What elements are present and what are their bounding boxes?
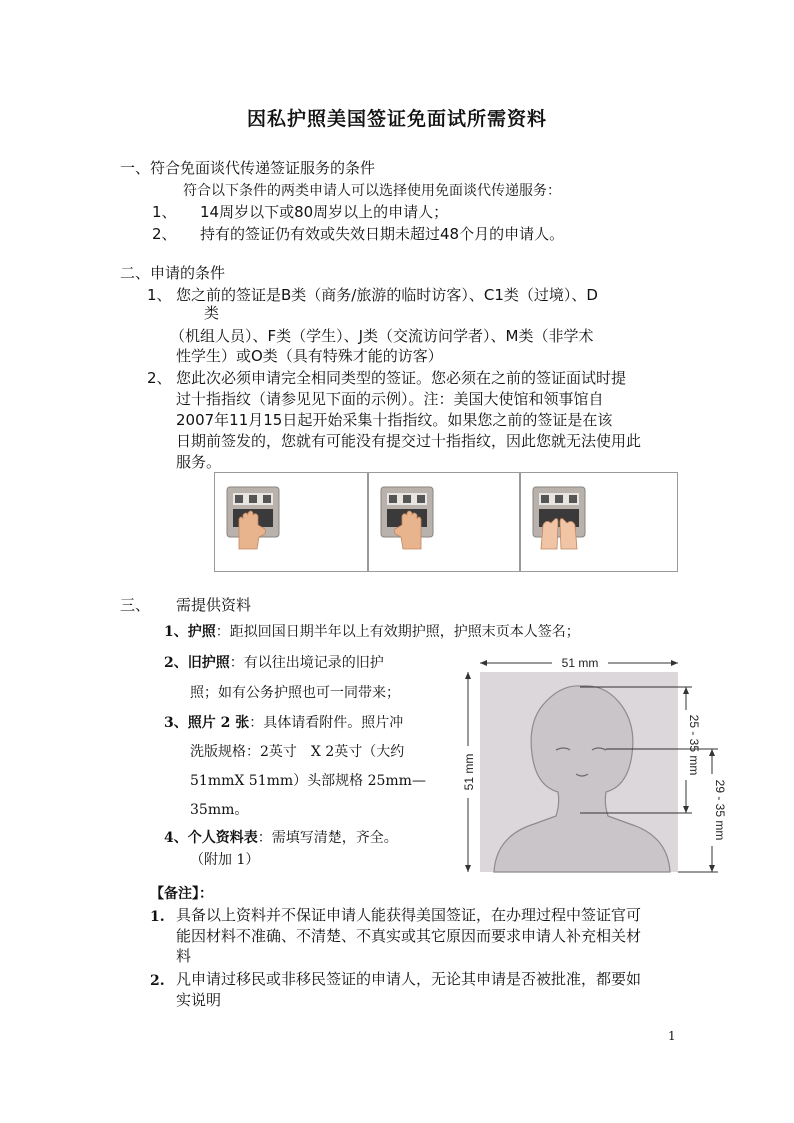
note-2-line-1: 凡申请过移民或非移民签证的申请人，无论其申请是否被批准，都要如 xyxy=(176,970,642,988)
note-1-line-3: 料 xyxy=(176,947,192,965)
section1-item-2-num: 2、 xyxy=(152,225,177,243)
section1-intro: 符合以下条件的两类申请人可以选择使用免面谈代传递服务： xyxy=(183,183,561,199)
section2-item-1-line-4: 性学生）或O类（具有特殊才能的访客） xyxy=(176,347,443,365)
item-label: 4、个人资料表 xyxy=(164,830,258,846)
eye-label: 29 - 35 mm xyxy=(713,779,727,841)
section2-item-2-line-1: 您此次必须申请完全相同类型的签证。您必须在之前的签证面试时提 xyxy=(176,369,627,387)
section3-item-personal-form xyxy=(164,828,398,848)
section2-item-2-line-3: 2007年11月15日起开始采集十指指纹。如果您之前的签证是在该 xyxy=(176,411,613,429)
note-1-num: 1. xyxy=(150,909,165,925)
document-title: 因私护照美国签证免面试所需资料 xyxy=(246,108,547,130)
fingerprint-cell-3 xyxy=(520,472,678,572)
section2-item-1-line-1: 您之前的签证是B类（商务/旅游的临时访客）、C1类（过境）、D xyxy=(176,286,598,304)
section2-item-1-line-3: （机组人员）、F类（学生）、J类（交流访问学者）、M类（非学术 xyxy=(170,327,594,345)
notes-heading: 【备注】： xyxy=(150,886,213,902)
head-label: 25 - 35 mm xyxy=(687,714,701,776)
section3-item-old-passport xyxy=(164,653,384,673)
width-label: 51 mm xyxy=(561,656,599,670)
section3-item-photos-line-3: 51mmX 51mm）头部规格 25mm— xyxy=(190,773,426,789)
item-text: ：距拟回国日期半年以上有效期护照，护照末页本人签名； xyxy=(215,624,580,640)
item-text: ：具体请看附件。照片冲 xyxy=(249,715,404,731)
section3-heading: 需提供资料 xyxy=(176,596,252,614)
item-label: 3、照片 2 张 xyxy=(164,715,250,731)
section2-item-1-num: 1、 xyxy=(147,286,172,304)
section1-item-2-text: 持有的签证仍有效或失效日期未超过48个月的申请人。 xyxy=(200,225,565,243)
item-label: 2、旧护照 xyxy=(164,655,230,671)
section3-item-photos-line-4: 35mm。 xyxy=(190,802,249,818)
section2-heading: 二、申请的条件 xyxy=(120,264,226,282)
width-arrow-left xyxy=(480,660,487,666)
item-text: ：需填写清楚，齐全。 xyxy=(257,830,398,846)
note-2-line-2: 实说明 xyxy=(176,991,222,1009)
section1-item-1-text: 14周岁以下或80周岁以上的申请人； xyxy=(200,203,449,221)
section1-item-1-num: 1、 xyxy=(152,203,177,221)
fingerprint-cell-2 xyxy=(368,472,520,572)
section3-item-personal-form-line-2: （附加 1） xyxy=(190,852,260,868)
section3-item-photos-line-2: 洗版规格：2英寸 X 2英寸（大约 xyxy=(190,744,405,760)
fingerprint-scanner-right-hand-image xyxy=(375,485,439,549)
item-label: 1、护照 xyxy=(164,624,216,640)
section1-heading: 一、符合免面谈代传递签证服务的条件 xyxy=(120,159,376,177)
section2-item-2-line-5: 服务。 xyxy=(176,453,222,471)
photo-spec-diagram xyxy=(456,654,727,886)
note-2-num: 2. xyxy=(150,973,165,989)
fingerprint-scanner-left-hand-image xyxy=(221,485,285,549)
section2-item-2-line-4: 日期前签发的，您就有可能没有提交过十指指纹，因此您就无法使用此 xyxy=(176,432,642,450)
item-text: ：有以往出境记录的旧护 xyxy=(229,655,384,671)
page-number: 1 xyxy=(668,1029,676,1043)
section3-item-photos xyxy=(164,713,403,733)
section3-item-passport xyxy=(164,622,580,642)
note-1-line-1: 具备以上资料并不保证申请人能获得美国签证，在办理过程中签证官可 xyxy=(176,906,642,924)
section2-item-2-num: 2、 xyxy=(147,369,172,387)
fingerprint-scanner-thumbs-image xyxy=(527,485,591,549)
height-label: 51 mm xyxy=(462,753,476,791)
section3-item-old-passport-line-2: 照；如有公务护照也可一同带来； xyxy=(190,685,400,701)
section2-item-1-line-2: 类 xyxy=(204,304,220,322)
section2-item-2-line-2: 过十指指纹（请参见见下面的示例）。注：美国大使馆和领事馆自 xyxy=(176,390,604,408)
note-1-line-2: 能因材料不准确、不清楚、不真实或其它原因而要求申请人补充相关材 xyxy=(176,927,642,945)
fingerprint-cell-1 xyxy=(214,472,368,572)
width-arrow-right xyxy=(671,660,678,666)
section3-num: 三、 xyxy=(120,596,151,614)
